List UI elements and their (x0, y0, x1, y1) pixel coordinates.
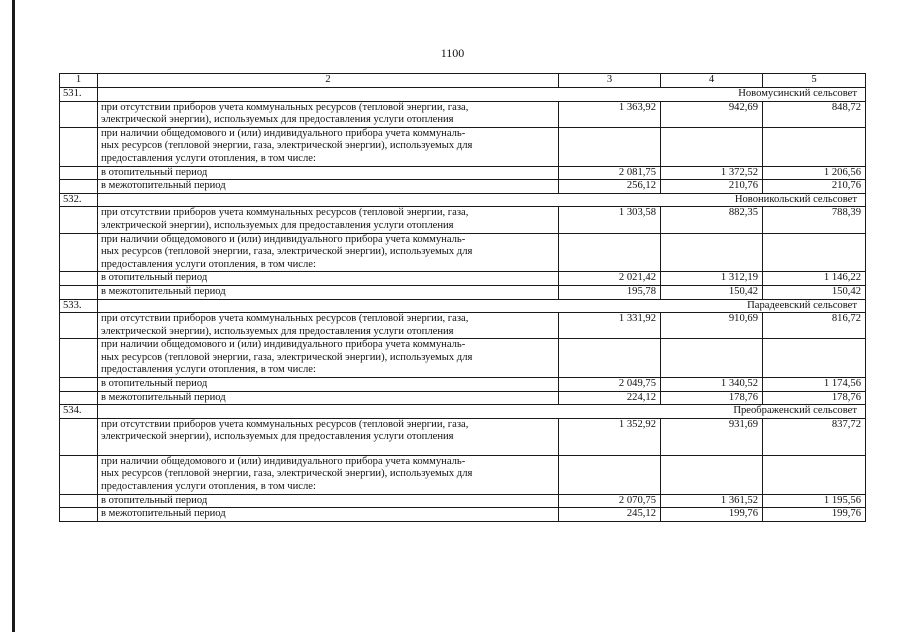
section-number: 532. (60, 193, 98, 207)
value-col-5: 837,72 (763, 418, 866, 455)
row-description (98, 455, 559, 494)
description-line: предоставления услуги отопления, в том числе: (101, 481, 316, 493)
column-header: 2 (98, 74, 559, 88)
value-col-3: 1 303,58 (559, 207, 661, 233)
tariff-table (59, 73, 866, 522)
value-col-5: 150,42 (763, 285, 866, 299)
table-row (60, 508, 866, 522)
value-col-4: 1 372,52 (661, 166, 763, 180)
row-index-cell (60, 391, 98, 405)
row-description (98, 101, 559, 127)
row-description (98, 508, 559, 522)
value-col-5: 1 174,56 (763, 378, 866, 392)
value-col-4 (661, 233, 763, 272)
value-col-5: 848,72 (763, 101, 866, 127)
row-description (98, 378, 559, 392)
column-header: 5 (763, 74, 866, 88)
value-col-4: 910,69 (661, 313, 763, 339)
row-index-cell (60, 339, 98, 378)
section-header-row (60, 88, 866, 102)
row-description (98, 391, 559, 405)
table-row (60, 285, 866, 299)
table-row (60, 180, 866, 194)
description-line: электрической энергии), используемых для предоставления услуги отопления (101, 114, 454, 126)
value-col-5 (763, 455, 866, 494)
row-description (98, 166, 559, 180)
description-line: ных ресурсов (тепловой энергии, газа, электрической энергии), используемых для (101, 351, 473, 363)
section-title: Новоникольский сельсовет (98, 193, 866, 207)
column-header: 3 (559, 74, 661, 88)
section-number: 533. (60, 299, 98, 313)
row-index-cell (60, 285, 98, 299)
value-col-5 (763, 233, 866, 272)
description-line: электрической энергии), используемых для предоставления услуги отопления (101, 325, 454, 337)
value-col-4: 210,76 (661, 180, 763, 194)
row-description (98, 127, 559, 166)
row-description (98, 207, 559, 233)
row-description (98, 418, 559, 455)
value-col-4: 931,69 (661, 418, 763, 455)
value-col-4: 1 340,52 (661, 378, 763, 392)
description-line: предоставления услуги отопления, в том числе: (101, 364, 316, 376)
description-line: при отсутствии приборов учета коммунальных ресурсов (тепловой энергии, газа, (101, 207, 469, 219)
table-row (60, 207, 866, 233)
row-description (98, 233, 559, 272)
section-title: Парадеевский сельсовет (98, 299, 866, 313)
row-index-cell (60, 508, 98, 522)
table-row (60, 313, 866, 339)
description-line: при отсутствии приборов учета коммунальных ресурсов (тепловой энергии, газа, (101, 418, 469, 430)
page-number: 1100 (440, 46, 465, 60)
value-col-5: 1 195,56 (763, 494, 866, 508)
value-col-3: 2 049,75 (559, 378, 661, 392)
section-title: Преображенский сельсовет (98, 405, 866, 419)
row-index-cell (60, 166, 98, 180)
value-col-4: 199,76 (661, 508, 763, 522)
value-col-3: 256,12 (559, 180, 661, 194)
row-description (98, 339, 559, 378)
value-col-3: 1 363,92 (559, 101, 661, 127)
value-col-5 (763, 339, 866, 378)
value-col-5: 199,76 (763, 508, 866, 522)
row-index-cell (60, 207, 98, 233)
value-col-4: 150,42 (661, 285, 763, 299)
value-col-5: 1 206,56 (763, 166, 866, 180)
description-line: в межотопительный период (101, 180, 226, 192)
row-description (98, 180, 559, 194)
section-number: 534. (60, 405, 98, 419)
table-row (60, 101, 866, 127)
value-col-4: 882,35 (661, 207, 763, 233)
value-col-3: 2 070,75 (559, 494, 661, 508)
value-col-3: 1 331,92 (559, 313, 661, 339)
description-line: предоставления услуги отопления, в том числе: (101, 152, 316, 164)
section-header-row (60, 299, 866, 313)
description-line: при отсутствии приборов учета коммунальных ресурсов (тепловой энергии, газа, (101, 101, 469, 113)
row-description (98, 313, 559, 339)
description-line: при наличии общедомового и (или) индивидуального прибора учета коммуналь- (101, 339, 466, 351)
description-line: в отопительный период (101, 272, 208, 284)
column-header: 1 (60, 74, 98, 88)
column-header: 4 (661, 74, 763, 88)
value-col-4 (661, 127, 763, 166)
table-row (60, 233, 866, 272)
value-col-4: 1 312,19 (661, 272, 763, 286)
description-line: электрической энергии), используемых для предоставления услуги отопления (101, 219, 454, 231)
description-line: ных ресурсов (тепловой энергии, газа, электрической энергии), используемых для (101, 246, 473, 258)
value-col-3: 224,12 (559, 391, 661, 405)
row-index-cell (60, 418, 98, 455)
value-col-3: 1 352,92 (559, 418, 661, 455)
table-row (60, 455, 866, 494)
row-index-cell (60, 272, 98, 286)
row-index-cell (60, 455, 98, 494)
value-col-3: 245,12 (559, 508, 661, 522)
column-number-row (60, 74, 866, 88)
description-line: в межотопительный период (101, 508, 226, 520)
description-line: при наличии общедомового и (или) индивидуального прибора учета коммуналь- (101, 127, 466, 139)
row-index-cell (60, 378, 98, 392)
table-body (60, 74, 866, 522)
value-col-5: 816,72 (763, 313, 866, 339)
table-row (60, 378, 866, 392)
table-row (60, 391, 866, 405)
description-line: при наличии общедомового и (или) индивидуального прибора учета коммуналь- (101, 233, 466, 245)
value-col-3: 2 021,42 (559, 272, 661, 286)
row-description (98, 272, 559, 286)
value-col-3: 2 081,75 (559, 166, 661, 180)
description-line: при наличии общедомового и (или) индивидуального прибора учета коммуналь- (101, 455, 466, 467)
section-header-row (60, 405, 866, 419)
table-row (60, 494, 866, 508)
description-line: ных ресурсов (тепловой энергии, газа, электрической энергии), используемых для (101, 140, 473, 152)
value-col-4: 178,76 (661, 391, 763, 405)
table-row (60, 127, 866, 166)
row-index-cell (60, 180, 98, 194)
value-col-4 (661, 339, 763, 378)
value-col-5 (763, 127, 866, 166)
description-line: в межотопительный период (101, 391, 226, 403)
value-col-3: 195,78 (559, 285, 661, 299)
description-line: ных ресурсов (тепловой энергии, газа, электрической энергии), используемых для (101, 468, 473, 480)
table-row (60, 418, 866, 455)
description-line: в отопительный период (101, 166, 208, 178)
table-row (60, 339, 866, 378)
row-index-cell (60, 233, 98, 272)
value-col-3 (559, 455, 661, 494)
description-line: в межотопительный период (101, 285, 226, 297)
value-col-4: 942,69 (661, 101, 763, 127)
value-col-5: 1 146,22 (763, 272, 866, 286)
section-title: Новомусинский сельсовет (98, 88, 866, 102)
value-col-5: 210,76 (763, 180, 866, 194)
scan-edge-line (12, 0, 15, 632)
value-col-3 (559, 339, 661, 378)
value-col-3 (559, 233, 661, 272)
description-line: в отопительный период (101, 494, 208, 506)
row-index-cell (60, 101, 98, 127)
row-index-cell (60, 313, 98, 339)
table-row (60, 272, 866, 286)
description-line: предоставления услуги отопления, в том числе: (101, 258, 316, 270)
table-row (60, 166, 866, 180)
value-col-3 (559, 127, 661, 166)
row-description (98, 494, 559, 508)
description-line: электрической энергии), используемых для предоставления услуги отопления (101, 431, 454, 443)
row-description (98, 285, 559, 299)
row-index-cell (60, 127, 98, 166)
section-header-row (60, 193, 866, 207)
value-col-5: 178,76 (763, 391, 866, 405)
value-col-5: 788,39 (763, 207, 866, 233)
value-col-4: 1 361,52 (661, 494, 763, 508)
section-number: 531. (60, 88, 98, 102)
value-col-4 (661, 455, 763, 494)
description-line: при отсутствии приборов учета коммунальных ресурсов (тепловой энергии, газа, (101, 313, 469, 325)
description-line: в отопительный период (101, 378, 208, 390)
row-index-cell (60, 494, 98, 508)
